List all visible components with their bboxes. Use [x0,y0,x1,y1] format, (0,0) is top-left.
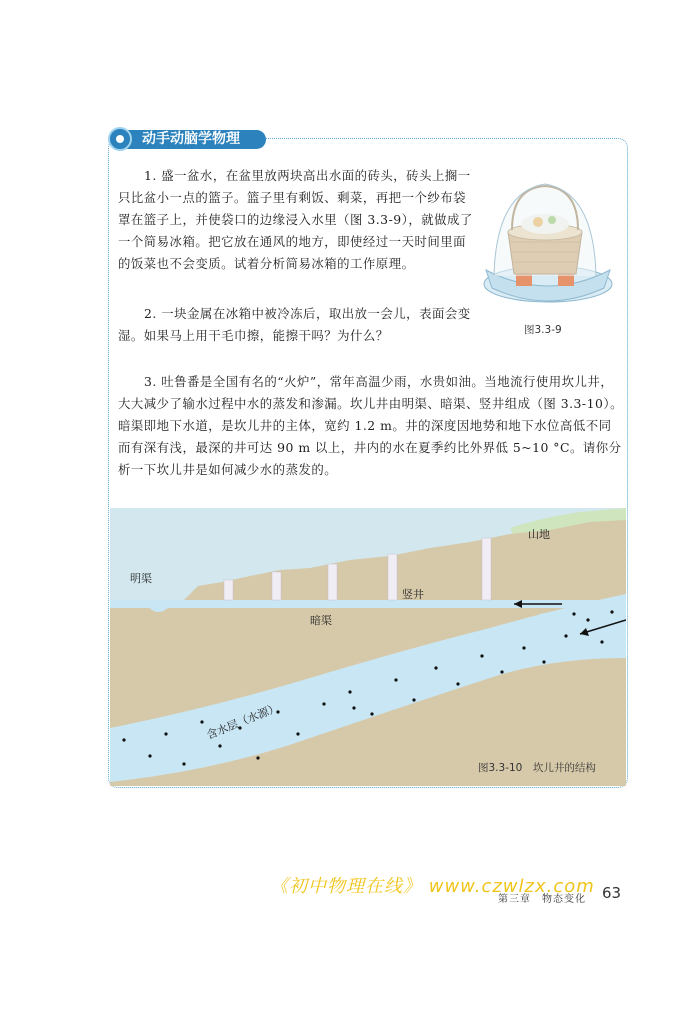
simple-fridge-illustration [482,182,614,312]
section-header [108,127,268,151]
exercise-3-text: 3. 吐鲁番是全国有名的“火炉”，常年高温少雨，水贵如油。当地流行使用坎儿井，大大减少了输水过程中水的蒸发和渗漏。坎儿井由明渠、暗渠、竖井组成（图 3.3-10）。暗渠即地下水道，是坎儿井的主体，宽约 1.2 m。井的深度因地势和地下水位高低不同而有深有浅，最深的井可达 90 m 以上，井内的水在夏季约比外界低 5~10 °C。请你分析一下坎儿井是如何减少水的蒸发的。 [118,374,623,477]
website-watermark: 《初中物理在线》 www.czwlzx.com [270,876,595,897]
label-aquifer: 含水层（水源） [204,701,282,742]
chapter-footer: 第三章 物态变化 [498,894,586,905]
target-icon [108,127,132,151]
exercise-1-text: 1. 盛一盆水，在盆里放两块高出水面的砖头，砖头上搁一只比盆小一点的篮子。篮子里有剩饭、剩菜，再把一个纱布袋罩在篮子上，并使袋口的边缘浸入水里（图 3.3-9），就做成了一个简易冰箱。把它放在通风的地方，即使经过一天时间里面的饭菜也不会变质。试着分析简易冰箱的工作原理。 [118,168,473,271]
label-covered-channel: 暗渠 [310,614,332,627]
section-title: 动手动脑学物理 [124,130,266,149]
page-number: 63 [602,884,622,902]
karez-well-diagram [110,508,626,786]
figure-10-caption: 图3.3-10 坎儿井的结构 [478,762,596,774]
label-mountain: 山地 [528,528,550,541]
label-vertical-well: 竖井 [402,588,424,601]
figure-9-caption: 图3.3-9 [524,324,562,336]
label-open-channel: 明渠 [130,572,152,585]
exercise-2-text: 2. 一块金属在冰箱中被冷冻后，取出放一会儿，表面会变湿。如果马上用干毛巾擦，能擦干吗？为什么？ [118,306,471,343]
